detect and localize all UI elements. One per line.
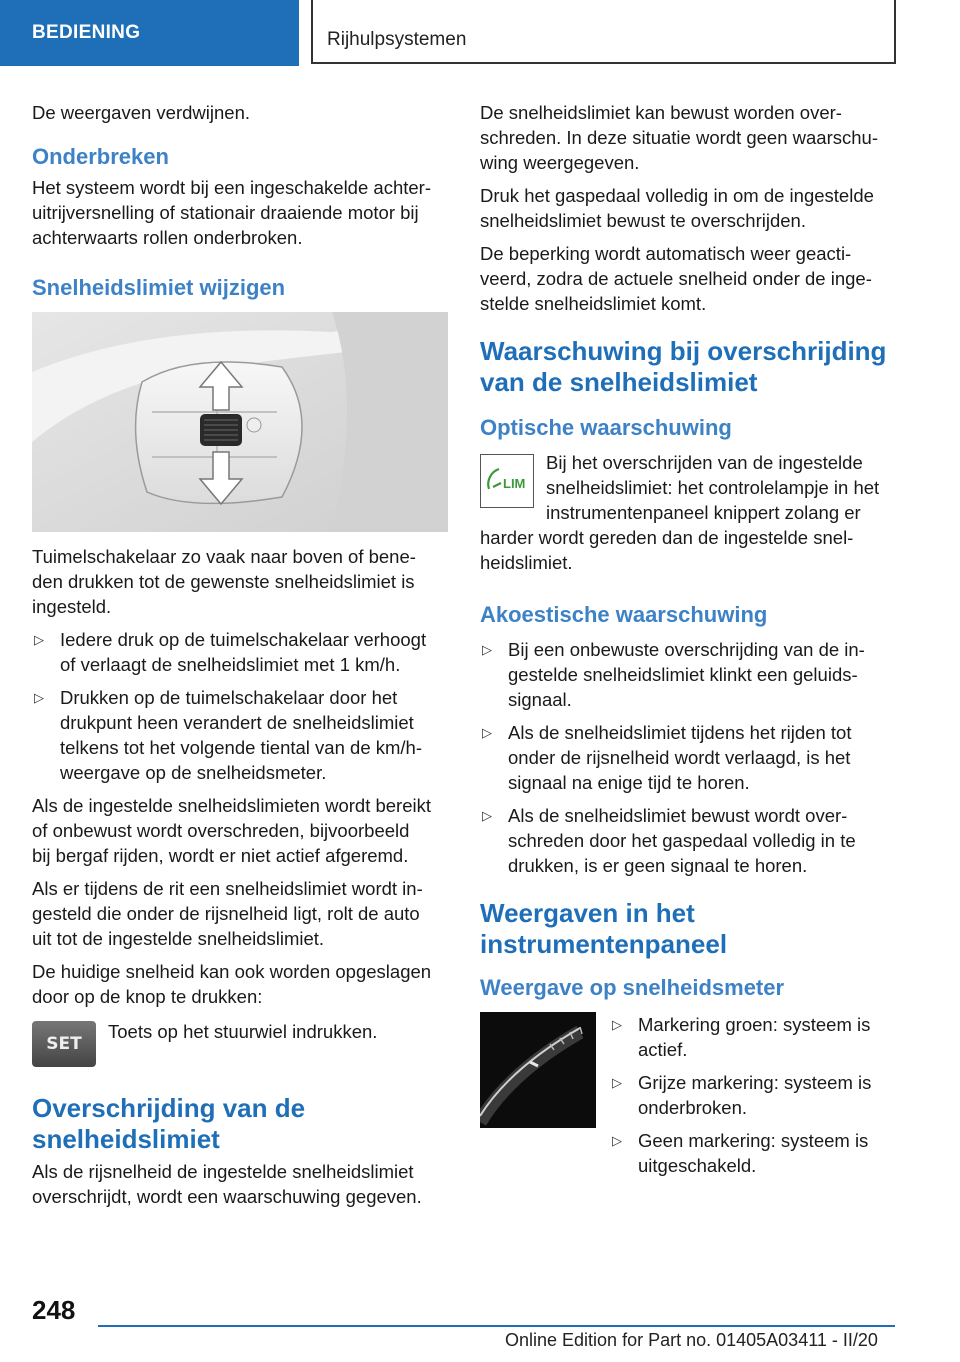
triangle-bullet-icon: ▷ xyxy=(482,808,492,823)
triangle-bullet-icon: ▷ xyxy=(482,642,492,657)
chapter-label: Rijhulpsystemen xyxy=(311,0,896,64)
speedometer-display-illustration xyxy=(480,1012,596,1128)
triangle-bullet-icon: ▷ xyxy=(612,1017,622,1032)
heading-waarschuwing: Waarschuwing bij overschrijding van de snelheidslimiet xyxy=(480,336,887,397)
intro-text: De weergaven verdwijnen. xyxy=(32,102,251,123)
set-button-instruction xyxy=(32,1017,448,1071)
footer-edition: Online Edition for Part no. 01405A03411 - II/20 xyxy=(505,1330,878,1350)
speed-limiter-warning-icon xyxy=(480,454,534,508)
footer-divider xyxy=(98,1325,895,1327)
triangle-bullet-icon: ▷ xyxy=(34,632,44,647)
speedometer-marking-list xyxy=(610,1012,896,1186)
paragraph-rit: Als er tijdens de rit een snelheidslimiet wordt in- gesteld die onder de rijsnelheid ligt, rolt de auto uit tot de ingestelde snelheidslimiet. xyxy=(32,878,423,949)
heading-onderbreken: Onderbreken xyxy=(32,144,169,169)
list-item: ▷ Bij een onbewuste overschrijding van de in- gestelde snelheidslimiet klinkt een geluids- signaal. xyxy=(482,639,865,710)
page-header xyxy=(0,0,960,66)
triangle-bullet-icon: ▷ xyxy=(482,725,492,740)
set-button-text: Toets op het stuurwiel indrukken. xyxy=(108,1021,378,1042)
lim-label: LIM xyxy=(503,476,526,491)
paragraph-bereikt: Als de ingestelde snelheidslimieten wordt bereikt of onbewust wordt overschreden, bijvoorbeeld bij bergaf rijden, wordt er niet actief afgeremd. xyxy=(32,795,431,866)
heading-snelheidslimiet-wijzigen: Snelheidslimiet wijzigen xyxy=(32,275,286,300)
section-label: BEDIENING xyxy=(0,0,299,66)
paragraph-huidige-snelheid: De huidige snelheid kan ook worden opgeslagen door op de knop te drukken: xyxy=(32,961,432,1007)
acoustic-warning-bullet-list xyxy=(480,637,896,878)
list-item: ▷ Als de snelheidslimiet bewust wordt over- schreden door het gaspedaal volledig in te drukken, is er geen signaal te horen. xyxy=(482,805,856,876)
paragraph-onderbreken: Het systeem wordt bij een ingeschakelde achter- uitrijversnelling of stationair draaiende motor bij achterwaarts rollen onderbroken. xyxy=(32,177,431,248)
right-column xyxy=(480,100,896,1194)
left-column xyxy=(32,100,448,1217)
heading-weergave-snelheidsmeter: Weergave op snelheidsmeter xyxy=(480,975,785,1000)
list-item: ▷ Grijze markering: systeem is onderbroken. xyxy=(612,1072,872,1118)
list-item: ▷ Als de snelheidslimiet tijdens het rijden tot onder de rijsnelheid wordt verlaagd, is het signaal na enige tijd te horen. xyxy=(482,722,852,793)
paragraph-tuimelschakelaar: Tuimelschakelaar zo vaak naar boven of bene- den drukken tot de gewenste snelheidslimiet is ingesteld. xyxy=(32,546,416,617)
speedometer-marking-block xyxy=(480,1012,896,1194)
heading-overschrijding: Overschrijding van de snelheidslimiet xyxy=(32,1093,306,1154)
list-item: ▷ Iedere druk op de tuimelschakelaar verhoogt of verlaagt de snelheidslimiet met 1 km/h. xyxy=(34,629,427,675)
heading-optische-waarschuwing: Optische waarschuwing xyxy=(480,415,732,440)
list-item: ▷ Drukken op de tuimelschakelaar door het drukpunt heen verandert de snelheidslimiet telkens tot het volgende tiental van de km/h- weergave op de snelheidsmeter. xyxy=(34,687,422,783)
page-number: 248 xyxy=(32,1295,76,1325)
optical-warning-block xyxy=(480,450,896,583)
heading-weergaven: Weergaven in het instrumentenpaneel xyxy=(480,898,728,959)
paragraph-rijsnelheid: Als de rijsnelheid de ingestelde snelheidslimiet overschrijdt, wordt een waarschuwing gegeven. xyxy=(32,1161,422,1207)
set-button-icon: SET xyxy=(32,1021,96,1067)
triangle-bullet-icon: ▷ xyxy=(612,1133,622,1148)
paragraph-bewust: De snelheidslimiet kan bewust worden over- schreden. In deze situatie wordt geen waarschu- wing weergegeven. xyxy=(480,102,878,173)
paragraph-optisch: Bij het overschrijden van de ingestelde snelheidslimiet: het controlelampje in het instrumentenpaneel knippert zolang er harder wordt gereden dan de ingestelde snel- heidslimiet. xyxy=(480,452,880,573)
heading-akoestische-waarschuwing: Akoestische waarschuwing xyxy=(480,602,768,627)
list-item: ▷ Geen markering: systeem is uitgeschakeld. xyxy=(612,1130,869,1176)
rocker-switch-bullet-list xyxy=(32,627,448,785)
steering-wheel-rocker-switch-illustration xyxy=(32,312,448,532)
triangle-bullet-icon: ▷ xyxy=(34,690,44,705)
paragraph-beperking: De beperking wordt automatisch weer geacti- veerd, zodra de actuele snelheid onder de inge- stelde snelheidslimiet komt. xyxy=(480,243,872,314)
list-item: ▷ Markering groen: systeem is actief. xyxy=(612,1014,871,1060)
paragraph-gaspedaal: Druk het gaspedaal volledig in om de ingestelde snelheidslimiet bewust te overschrijden. xyxy=(480,185,874,231)
triangle-bullet-icon: ▷ xyxy=(612,1075,622,1090)
